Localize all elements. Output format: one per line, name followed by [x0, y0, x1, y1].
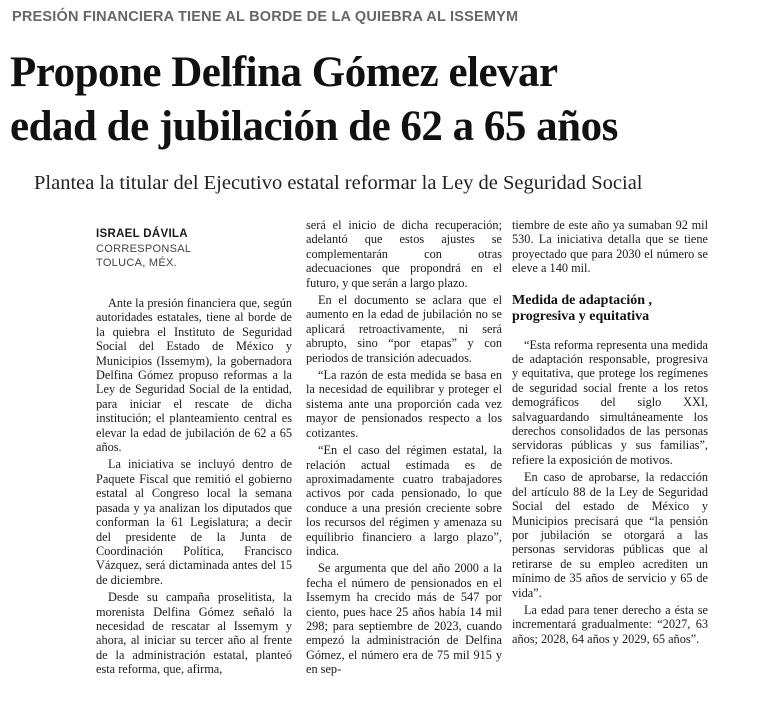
paragraph: Ante la presión financiera que, según autoridades estatales, tiene al borde de la quiebra el Instituto de Seguridad Social del Estado de México y Municipios (Issemym), la gobernadora Delfina Gómez propuso reformas a la Ley de Seguridad Social de la entidad, para iniciar el rescate de dicha institución; el planteamiento central es elevar la edad de jubilación de 62 a 65 años.	[96, 296, 292, 455]
paragraph-continued: será el inicio de dicha recuperación; adelantó que estos ajustes se complementarán con otras adecuaciones que propondrá en el futuro, y que serán a largo plazo.	[306, 218, 502, 290]
paragraph: La iniciativa se incluyó dentro de Paquete Fiscal que remitió el gobierno estatal al Congreso local la semana pasada y ya analizan los diputados que conforman la 61 Legislatura; a decir del presidente de la Junta de Coordinación Política, Francisco Vázquez, será dictaminada antes del 15 de diciembre.	[96, 457, 292, 587]
paragraph: “Esta reforma representa una medida de adaptación responsable, progresiva y equitativa, que protege los regímenes de seguridad social frente a los retos demográficos del siglo XXI, salvaguardando simultáneamente los derechos consolidados de las personas servidoras públicas y sus familias”, refiere la exposición de motivos.	[512, 337, 708, 467]
author-name: ISRAEL DÁVILA	[96, 228, 188, 240]
headline-line-1: Propone Delfina Gómez elevar	[10, 49, 558, 96]
column-2	[306, 218, 502, 677]
column-3	[512, 218, 708, 646]
paragraph: En el documento se aclara que el aumento en la edad de jubilación no se aplicará retroactivamente, ni será abrupto, sino “por etapas” y con periodos de transición adecuados.	[306, 293, 502, 365]
subtitle: Plantea la titular del Ejecutivo estatal reformar la Ley de Seguridad Social	[34, 172, 643, 194]
headline-line-2: edad de jubilación de 62 a 65 años	[10, 103, 618, 150]
paragraph: “En el caso del régimen estatal, la relación actual estimada es de aproximadamente cuatro trabajadores activos por cada pensionado, lo que conduce a una presión creciente sobre los recursos del régimen y amenaza su equilibrio financiero a largo plazo”, indica.	[306, 443, 502, 558]
paragraph-continued: tiembre de este año ya sumaban 92 mil 530. La iniciativa detalla que se tiene proyectado que para 2030 el número se eleve a 140 mil.	[512, 218, 708, 276]
author-role: CORRESPONSAL	[96, 243, 192, 255]
column-1	[96, 218, 292, 677]
headline	[10, 46, 760, 154]
author-location: TOLUCA, MÉX.	[96, 257, 178, 269]
paragraph: La edad para tener derecho a ésta se incrementará gradualmente: “2027, 63 años; 2028, 64 años y 2029, 65 años”.	[512, 602, 708, 646]
section-subhead: Medida de adaptación , progresiva y equitativa	[512, 292, 653, 324]
paragraph: “La razón de esta medida se basa en la necesidad de equilibrar y proteger el sistema ante una proporción cada vez mayor de pensionados respecto a los cotizantes.	[306, 368, 502, 440]
kicker: PRESIÓN FINANCIERA TIENE AL BORDE DE LA QUIEBRA AL ISSEMYM	[12, 9, 519, 25]
paragraph: En caso de aprobarse, la redacción del artículo 88 de la Ley de Seguridad Social del estado de México y Municipios precisará que “la pensión por jubilación se otorgará a las personas servidoras públicas que al retirarse de su empleo acrediten un mínimo de 35 años de servicio y 65 de vida”.	[512, 470, 708, 600]
paragraph: Se argumenta que del año 2000 a la fecha el número de pensionados en el Issemym ha crecido más de 547 por ciento, pues hace 25 años había 14 mil 298; para septiembre de 2023, cuando empezó la administración de Delfina Gómez, el número era de 75 mil 915 y en sep-	[306, 561, 502, 677]
paragraph: Desde su campaña proselitista, la morenista Delfina Gómez señaló la necesidad de rescatar al Issemym y ahora, al iniciar su tercer año al frente de la administración estatal, planteó esta reforma, que, afirma,	[96, 590, 292, 677]
byline	[96, 227, 292, 270]
